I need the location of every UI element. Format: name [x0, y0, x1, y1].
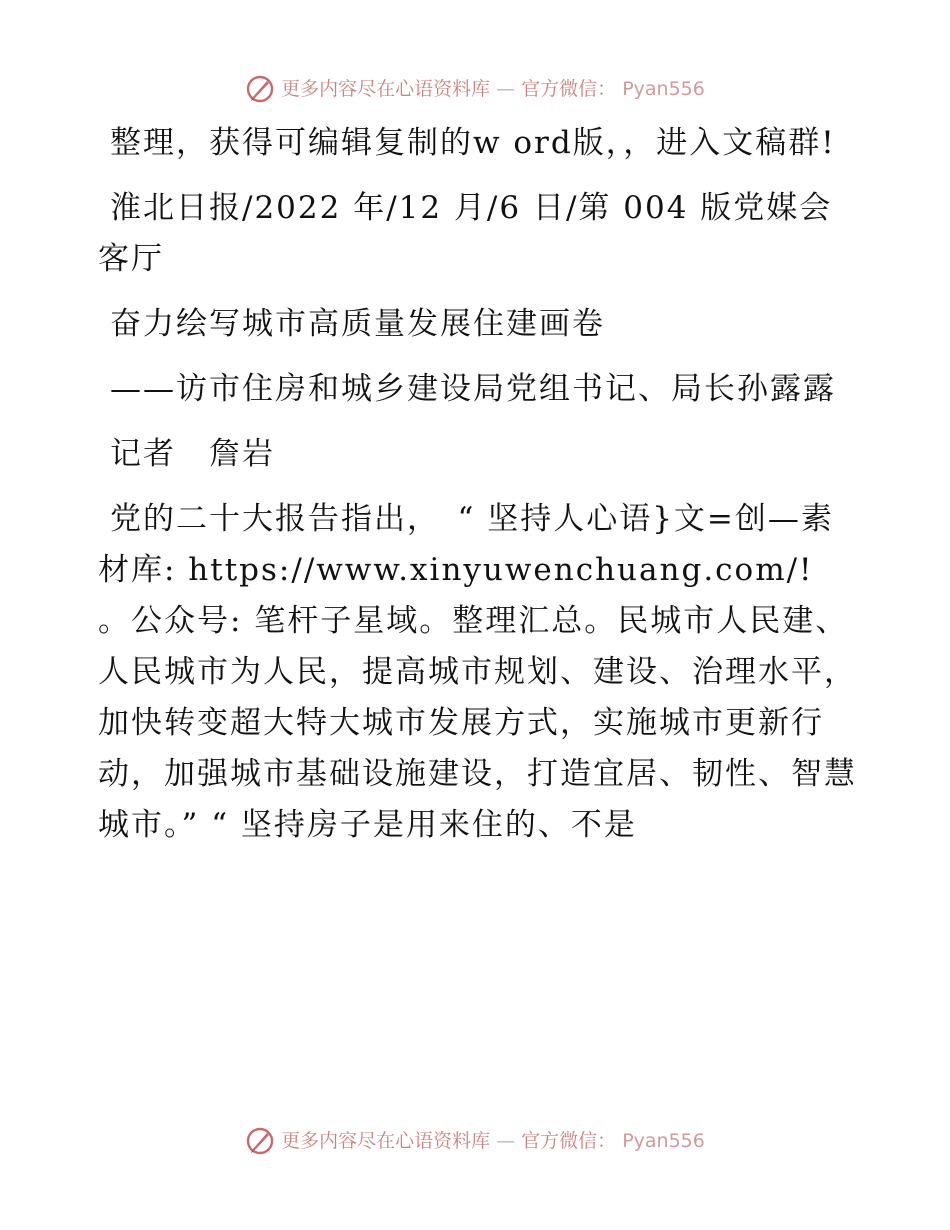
watermark-text: 更多内容尽在心语资料库	[281, 1130, 491, 1152]
source-line: 淮北日报/2022 年/12 月/6 日/第 004 版党媒会客厅	[98, 190, 833, 277]
article-subtitle: ——访市住房和城乡建设局党组书记、局长孙露露	[110, 371, 836, 407]
reporter-line: 记者 詹岩	[110, 436, 275, 472]
watermark-wechat-id: Pyan556	[622, 1130, 705, 1152]
intro-line: 整理，获得可编辑复制的w ord版，，进入文稿群!	[110, 125, 836, 161]
quill-pen-logo-icon	[245, 1126, 275, 1156]
watermark-separator: —	[496, 1130, 516, 1152]
quill-pen-logo-icon	[245, 74, 275, 104]
body-paragraph: 党的二十大报告指出， “ 坚持人心语}文=创—素材库: https://www.xinyuwenchuang.com/! 。公众号: 笔杆子星域。整理汇总。民城市人民建、人民城市为人民，提高城市规划、建设、治理水平，加快转变超大特大城市发展方式，实施城市更新行动，加强城市基础设施建设，打造宜居、韧性、智慧城市。” “ 坚持房子是用来住的、不是	[98, 501, 857, 843]
watermark-wechat-label: 官方微信：	[521, 78, 617, 100]
header-watermark	[0, 72, 950, 106]
watermark-wechat-id: Pyan556	[622, 78, 705, 100]
watermark-wechat-label: 官方微信：	[521, 1130, 617, 1152]
article-title: 奋力绘写城市高质量发展住建画卷	[110, 306, 605, 342]
footer-watermark	[0, 1124, 950, 1158]
document-body	[98, 118, 858, 851]
watermark-text: 更多内容尽在心语资料库	[281, 78, 491, 100]
watermark-separator: —	[496, 78, 516, 100]
